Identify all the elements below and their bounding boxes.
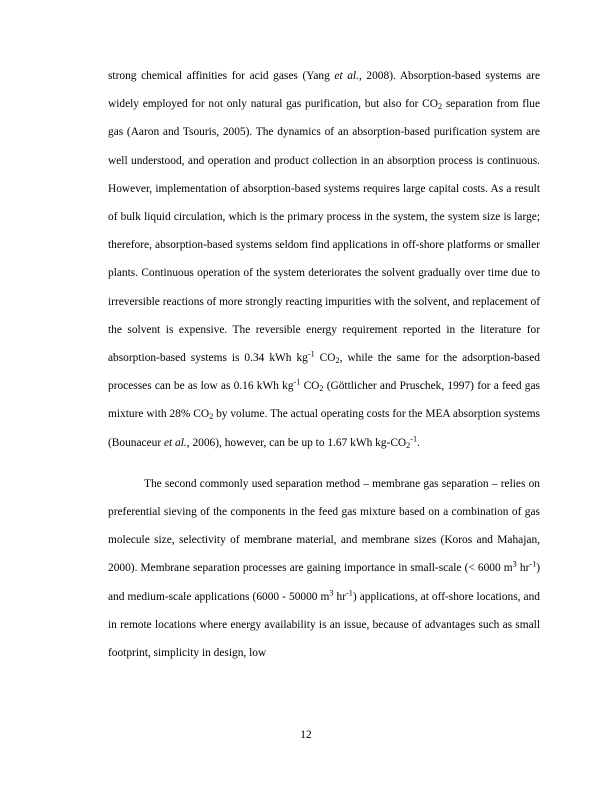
page-number: 12 — [300, 729, 312, 741]
text-segment: et al. — [163, 436, 187, 449]
text-segment: CO — [314, 352, 336, 365]
paragraph-2 — [108, 470, 540, 667]
text-segment: 3 — [329, 588, 334, 598]
text-segment: , while the same for the adsorption-based processes can be as low as 0.16 kWh kg — [108, 352, 540, 393]
text-segment: , 2008). Absorption-based systems are widely employed for not only natural gas purification, but also for CO — [108, 70, 541, 111]
text-segment: et al. — [334, 70, 359, 82]
text-segment: 2 — [406, 440, 411, 450]
body-text — [108, 62, 540, 667]
text-segment: 2 — [319, 384, 324, 394]
text-segment: by volume. The actual operating costs for the MEA absorption systems (Bounaceur — [108, 408, 540, 449]
text-segment: 2 — [335, 356, 340, 366]
text-segment: . — [417, 436, 420, 449]
text-segment: 3 — [512, 559, 517, 569]
text-segment: -1 — [346, 588, 353, 598]
text-segment: 2 — [209, 412, 214, 422]
paragraph-1 — [108, 62, 540, 457]
text-segment: 2 — [438, 102, 443, 112]
text-segment: hr — [516, 562, 530, 575]
text-segment: separation from flue gas (Aaron and Tsouris, 2005). The dynamics of an absorption-based purification system are well understood, and operation and product collection in an absorption process is continuous. However, implementation of absorption-based systems requires large capital costs. As a result of bulk liquid circulation, which is the primary process in the system, the system size is large; therefore, absorption-based systems seldom find applications in off-shore platforms or smaller plants. Continuous operation of the system deteriorates the solvent gradually over time due to irreversible reactions of more strongly reacting impurities with the solvent, and replacement of the solvent is expensive. The reversible energy requirement reported in the literature for absorption-based systems is 0.34 kWh kg — [108, 98, 541, 365]
text-segment: (Göttlicher and Pruschek, 1997) for a feed gas mixture with 28% CO — [108, 380, 540, 421]
text-segment: , 2006), however, can be up to 1.67 kWh kg-CO — [186, 436, 407, 449]
text-segment: The second commonly used separation method – membrane gas separation – relies on preferential sieving of the components in the feed gas mixture based on a combination of gas molecule size, selectivity of membrane material, and membrane sizes (Koros and Mahajan, 2000). Membrane separation processes are gaining importance in small-scale (< 6000 m — [108, 477, 540, 575]
text-segment: -1 — [307, 349, 315, 359]
text-segment: ) applications, at off-shore locations, and in remote locations where energy availability is an issue, because of advantages such as small footprint, simplicity in design, low — [108, 590, 540, 660]
text-segment: CO — [300, 380, 320, 393]
text-segment: strong chemical affinities for acid gases (Yang — [108, 70, 335, 82]
text-segment: hr — [333, 590, 347, 603]
text-segment: -1 — [293, 377, 301, 387]
text-segment: ) and medium-scale applications (6000 - 50000 m — [108, 562, 540, 603]
text-segment: -1 — [529, 559, 537, 569]
text-segment: -1 — [410, 434, 418, 444]
